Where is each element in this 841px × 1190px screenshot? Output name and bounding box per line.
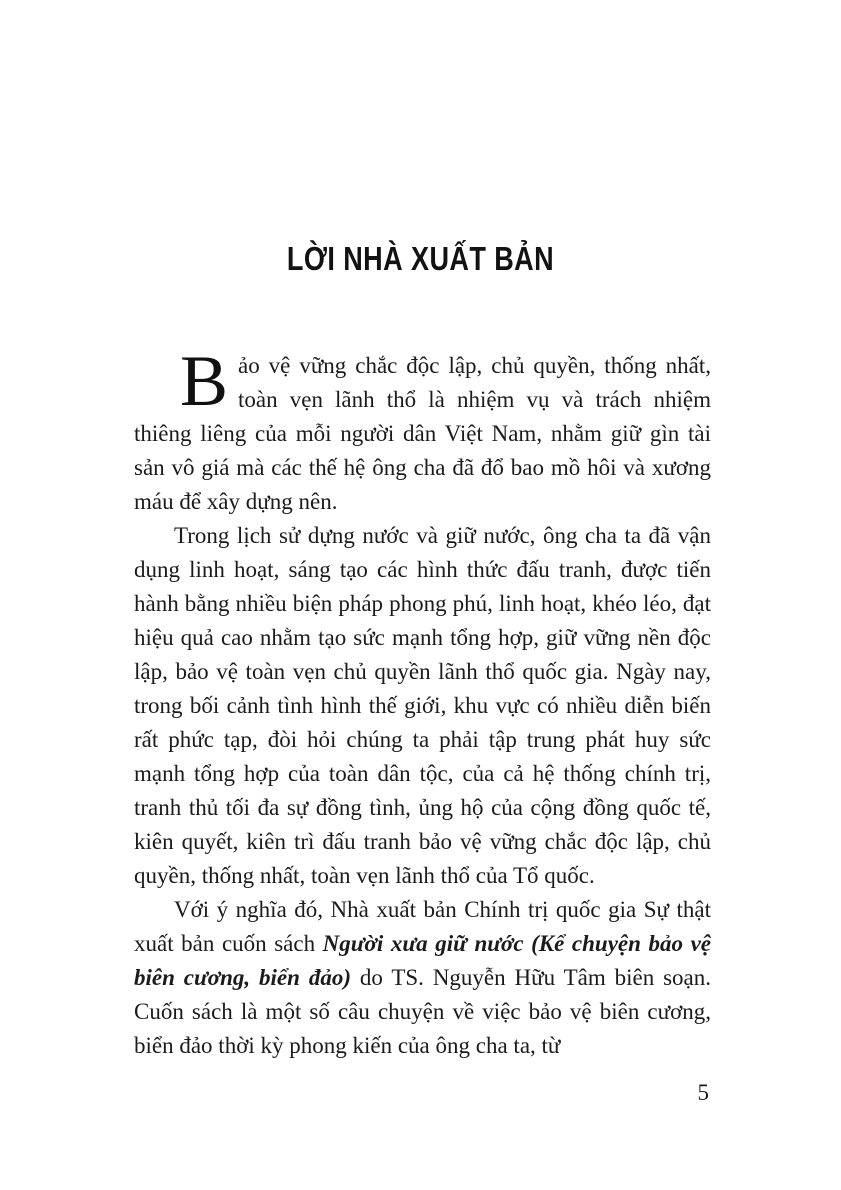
page-number: 5 (697, 1080, 709, 1105)
paragraph-3-lead: Với ý nghĩa đó, Nhà xuất bản Chính trị quốc gia Sự thật xuất bản cuốn sách (134, 897, 711, 956)
body-text (134, 341, 712, 1063)
chapter-title: LỜI NHÀ XUẤT BẢN (286, 240, 555, 277)
paragraph-1-text: ảo vệ vững chắc độc lập, chủ quyền, thống nhất, toàn vẹn lãnh thổ là nhiệm vụ và trách nhiệm thiêng liêng của mỗi người dân Việt Nam, nhằm giữ gìn tài sản vô giá mà các thế hệ ông cha đã đổ bao mồ hôi và xương máu để xây dựng nên. (134, 353, 711, 514)
dropcap-letter: B (180, 341, 229, 421)
paragraph-2: Trong lịch sử dựng nước và giữ nước, ông cha ta đã vận dụng linh hoạt, sáng tạo các hình thức đấu tranh, được tiến hành bằng nhiều biện pháp phong phú, linh hoạt, khéo léo, đạt hiệu quả cao nhằm tạo sức mạnh tổng hợp, giữ vững nền độc lập, bảo vệ toàn vẹn chủ quyền lãnh thổ quốc gia. Ngày nay, trong bối cảnh tình hình thế giới, khu vực có nhiều diễn biến rất phức tạp, đòi hỏi chúng ta phải tập trung phát huy sức mạnh tổng hợp của toàn dân tộc, của cả hệ thống chính trị, tranh thủ tối đa sự đồng tình, ủng hộ của cộng đồng quốc tế, kiên quyết, kiên trì đấu tranh bảo vệ vững chắc độc lập, chủ quyền, thống nhất, toàn vẹn lãnh thổ của Tổ quốc. (134, 523, 711, 888)
book-title: Người xưa giữ nước (Kể chuyện bảo vệ biên cương, biển đảo) (134, 931, 711, 990)
paragraph-1 (134, 341, 711, 519)
paragraph-3 (134, 893, 711, 1063)
paragraph-3-tail: do TS. Nguyễn Hữu Tâm biên soạn. Cuốn sách là một số câu chuyện về việc bảo vệ biên cương, biển đảo thời kỳ phong kiến của ông cha ta, từ (134, 965, 712, 1058)
